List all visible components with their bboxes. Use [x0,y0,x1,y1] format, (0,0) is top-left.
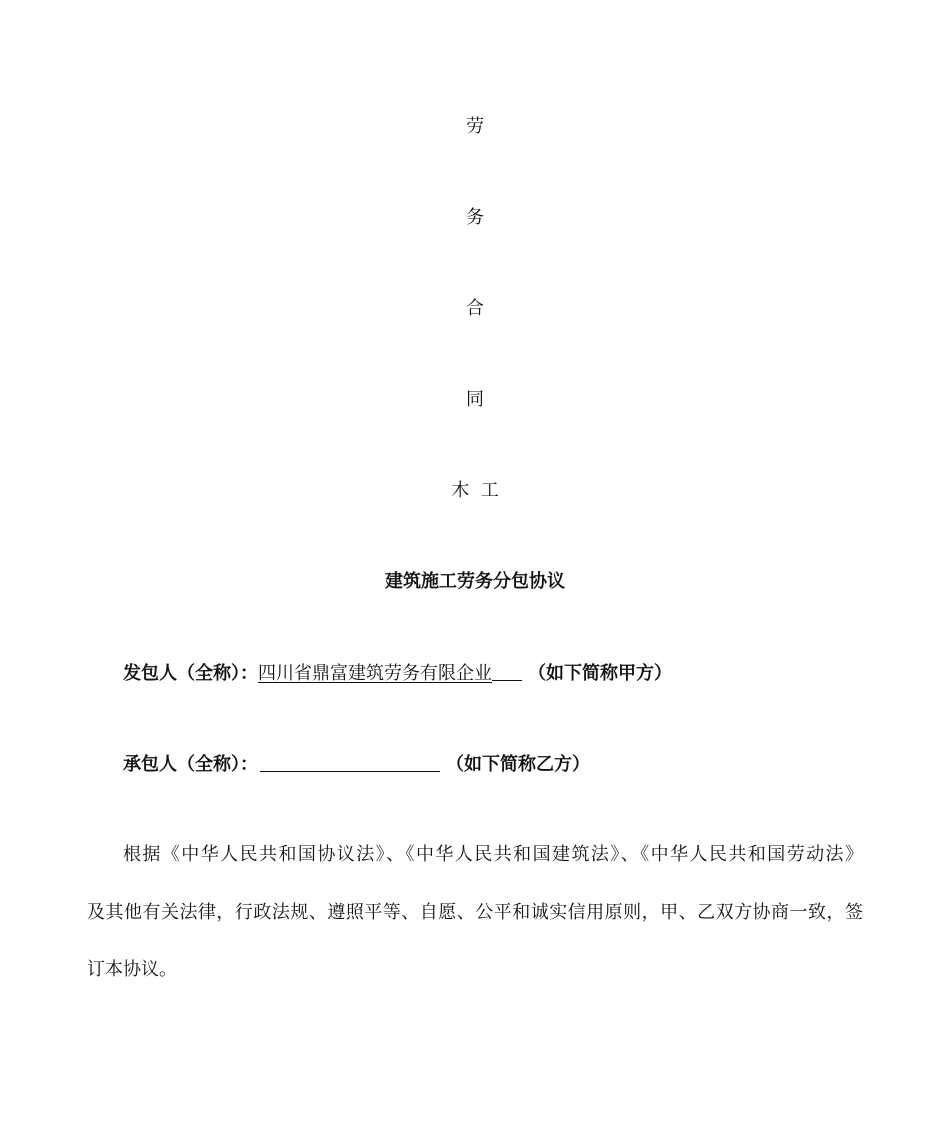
subcontractor-label: 承包人（全称）： [123,754,258,775]
contractor-label: 发包人（全称）： [123,663,258,684]
contractor-line [123,661,672,686]
preamble-line-1: 根据《中华人民共和国协议法》、《中华人民共和国建筑法》、《中华人民共和国劳动法》 [123,844,863,865]
title-char-2: 务 [466,207,484,228]
contractor-suffix: （如下简称甲方） [528,663,672,684]
subcontractor-name-blank[interactable] [260,752,440,772]
contractor-name: 四川省鼎富建筑劳务有限企业 [258,663,492,684]
preamble-line-3: 订本协议。 [87,959,177,980]
subcontractor-suffix: （如下简称乙方） [446,754,590,775]
title-char-3: 合 [466,298,484,319]
title-trade: 木 工 [451,480,499,501]
title-char-4: 同 [466,389,484,410]
title-char-1: 劳 [466,116,484,137]
agreement-subtitle: 建筑施工劳务分包协议 [385,571,565,592]
contractor-underline-pad [492,661,522,681]
subcontractor-line [123,752,590,777]
preamble-line-2: 及其他有关法律，行政法规、遵照平等、自愿、公平和诚实信用原则，甲、乙双方协商一致，签 [87,902,863,923]
